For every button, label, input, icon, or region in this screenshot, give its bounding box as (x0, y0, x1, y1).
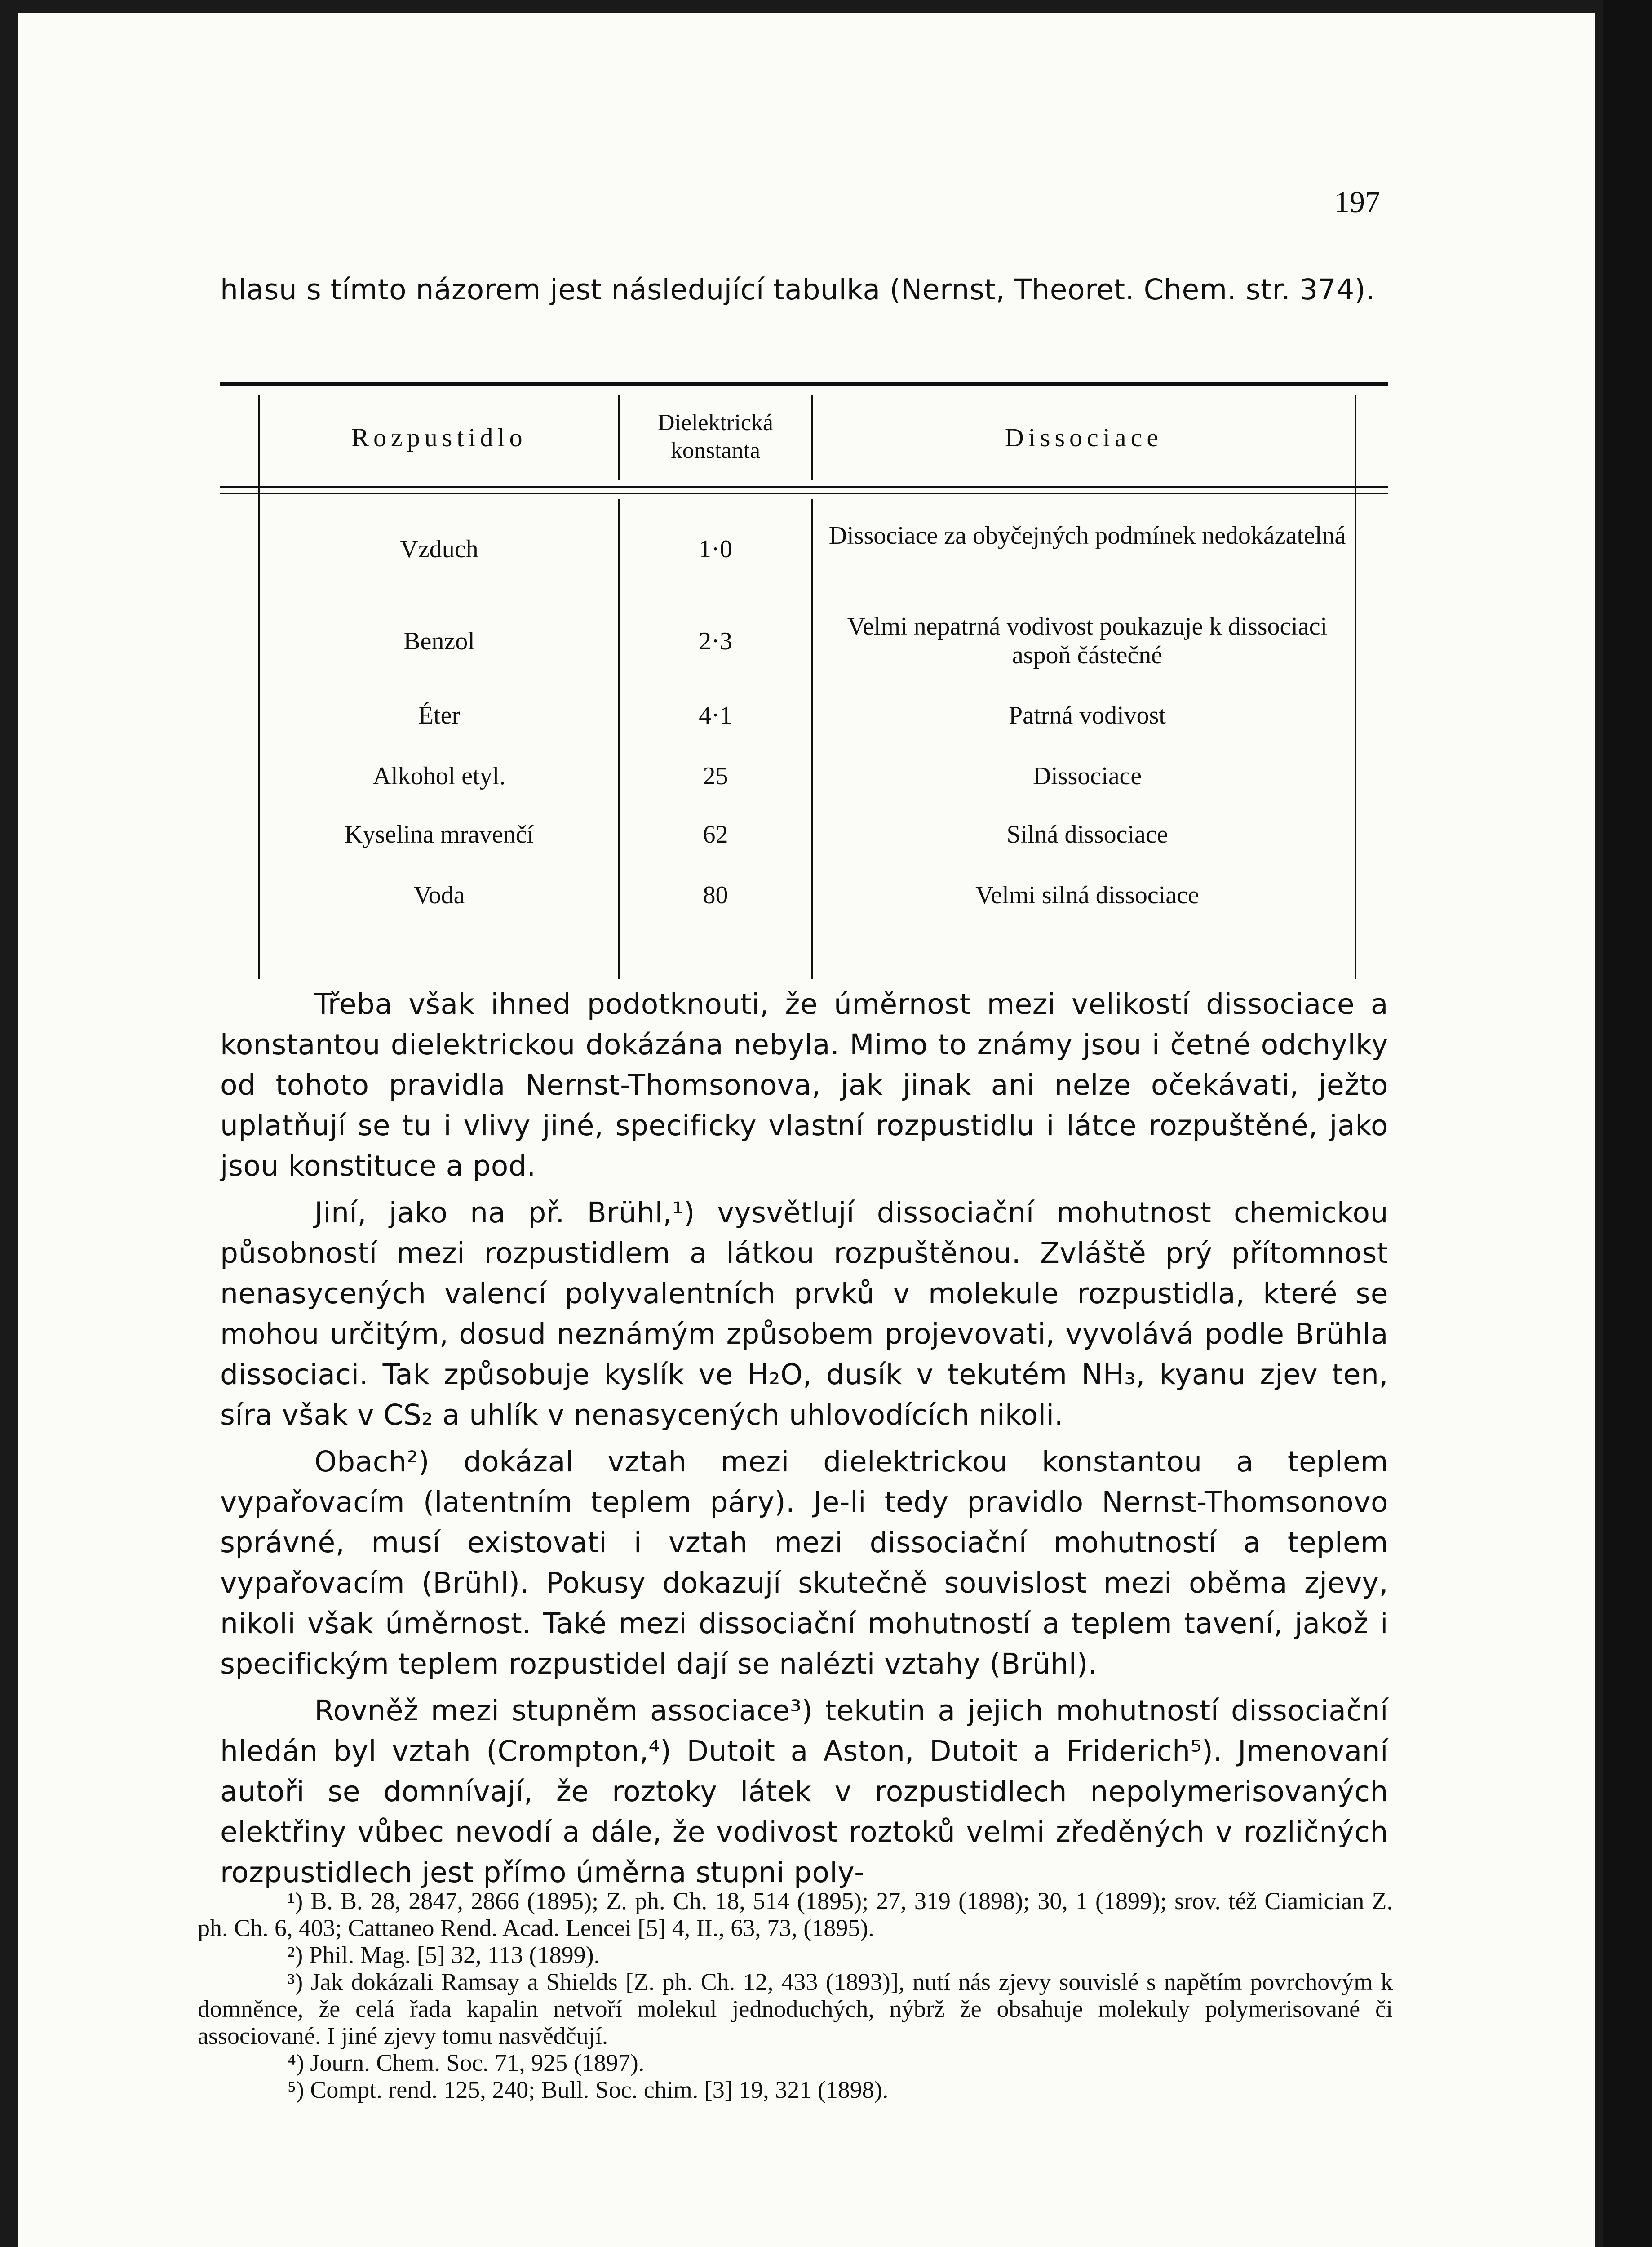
cell-constant: 2·3 (699, 627, 732, 655)
cell-solvent: Éter (418, 702, 461, 729)
table-divider-2a (811, 395, 813, 480)
table-header-rule-2 (220, 493, 1388, 494)
intro-paragraph: hlasu s tímto názorem jest následující tabulka (Nernst, Theoret. Chem. str. 374). (220, 273, 1375, 306)
paragraph: Jiní, jako na př. Brühl,¹) vysvětlují dissociační mohutnost chemickou působností mezi rozpustidlem a látkou rozpuštěnou. Zvláště prý přítomnost nenasycených valencí polyvalentních prvků v molekule rozpustidla, které se mohou určitým, dosud neznámým způsobem projevovati, vyvolává podle Brühla dissociaci. Tak způsobuje kyslík ve H₂O, dusík v tekutém NH₃, kyanu zjev ten, síra však v CS₂ a uhlík v nenasycených uhlovodících nikoli. (220, 1196, 1388, 1431)
footnotes (198, 1887, 1393, 2103)
cell-solvent: Vzduch (400, 535, 478, 563)
cell-dissociation: Silná dissociace (1006, 821, 1168, 848)
cell-dissociation: Dissociace (1032, 762, 1142, 790)
table-divider-1a (618, 395, 620, 480)
footnote: ¹) B. B. 28, 2847, 2866 (1895); Z. ph. Ch. 18, 514 (1895); 27, 319 (1898); 30, 1 (1899); srov. též Ciamician Z. ph. Ch. 6, 403; Cattaneo Rend. Acad. Lencei [5] 4, II., 63, 73, (1895). (198, 1887, 1393, 1941)
cell-constant: 80 (703, 881, 728, 909)
header-solvent: Rozpustidlo (351, 423, 527, 452)
cell-dissociation: Velmi silná dissociace (975, 881, 1199, 909)
cell-dissociation: Patrná vodivost (1009, 702, 1166, 729)
paragraph: Rovněž mezi stupněm associace³) tekutin a jejich mohutností dissociační hledán byl vztah (Crompton,⁴) Dutoit a Aston, Dutoit a Friderich⁵). Jmenovaní autoři se domnívají, že roztoky látek v rozpustidlech nepolymerisovaných elektřiny vůbec nevodí a dále, že vodivost roztoků velmi zředěných v rozličných rozpustidlech jest přímo úměrna stupni poly- (220, 1694, 1388, 1889)
cell-solvent: Alkohol etyl. (372, 762, 506, 790)
paragraph: Třeba však ihned podotknouti, že úměrnost mezi velikostí dissociace a konstantou dielektrickou dokázána nebyla. Mimo to známy jsou i četné odchylky od tohoto pravidla Nernst-Thomsonova, jak jinak ani nelze očekávati, ježto uplatňují se tu i vlivy jiné, specificky vlastní rozpustidlu i látce rozpuštěné, jako jsou konstituce a pod. (220, 988, 1388, 1182)
table-divider-2b (811, 499, 813, 979)
cell-constant: 62 (703, 821, 728, 848)
header-constant: Dielektrická konstanta (658, 410, 773, 463)
header-dissociation: Dissociace (1005, 423, 1163, 452)
footnote: ³) Jak dokázali Ramsay a Shields [Z. ph. Ch. 12, 433 (1893)], nutí nás zjevy souvislé s napětím povrchovým k domněnce, že celá řada kapalin netvoří molekul jednoduchých, nýbrž že obsahuje molekuly polymerisované či associované. I jiné zjevy tomu nasvědčují. (198, 1968, 1393, 2049)
cell-dissociation: Velmi nepatrná vodivost poukazuje k dissociaci aspoň částečné (847, 613, 1328, 669)
table-divider-1b (618, 499, 620, 979)
cell-solvent: Voda (413, 881, 465, 909)
table-header-rule (220, 486, 1388, 488)
table-left-line (258, 395, 260, 979)
scan-edge (1603, 0, 1652, 2247)
cell-constant: 25 (703, 762, 728, 790)
intro-text (220, 270, 1388, 310)
cell-solvent: Benzol (403, 627, 475, 655)
paragraph: Obach²) dokázal vztah mezi dielektrickou konstantou a teplem vypařovacím (latentním teplem páry). Je-li tedy pravidlo Nernst-Thomsonovo správné, musí existovati i vztah mezi dissociační mohutností a teplem vypařovacím (Brühl). Pokusy dokazují skutečně souvislost mezi oběma zjevy, nikoli však úměrnost. Také mezi dissociační mohutností a teplem tavení, jakož i specifickým teplem rozpustidel dají se nalézti vztahy (Brühl). (220, 1445, 1388, 1680)
cell-solvent: Kyselina mravenčí (344, 821, 534, 848)
footnote: ⁵) Compt. rend. 125, 240; Bull. Soc. chim. [3] 19, 321 (1898). (288, 2076, 889, 2103)
table-right-line (1355, 395, 1356, 979)
cell-dissociation: Dissociace za obyčejných podmínek nedokázatelná (828, 522, 1346, 550)
table-top-rule (220, 382, 1388, 386)
cell-constant: 1·0 (699, 535, 732, 563)
page-number: 197 (1334, 185, 1380, 219)
footnote: ²) Phil. Mag. [5] 32, 113 (1899). (288, 1941, 600, 1968)
body-text (220, 984, 1388, 1893)
footnote: ⁴) Journ. Chem. Soc. 71, 925 (1897). (288, 2049, 645, 2076)
cell-constant: 4·1 (699, 702, 732, 729)
